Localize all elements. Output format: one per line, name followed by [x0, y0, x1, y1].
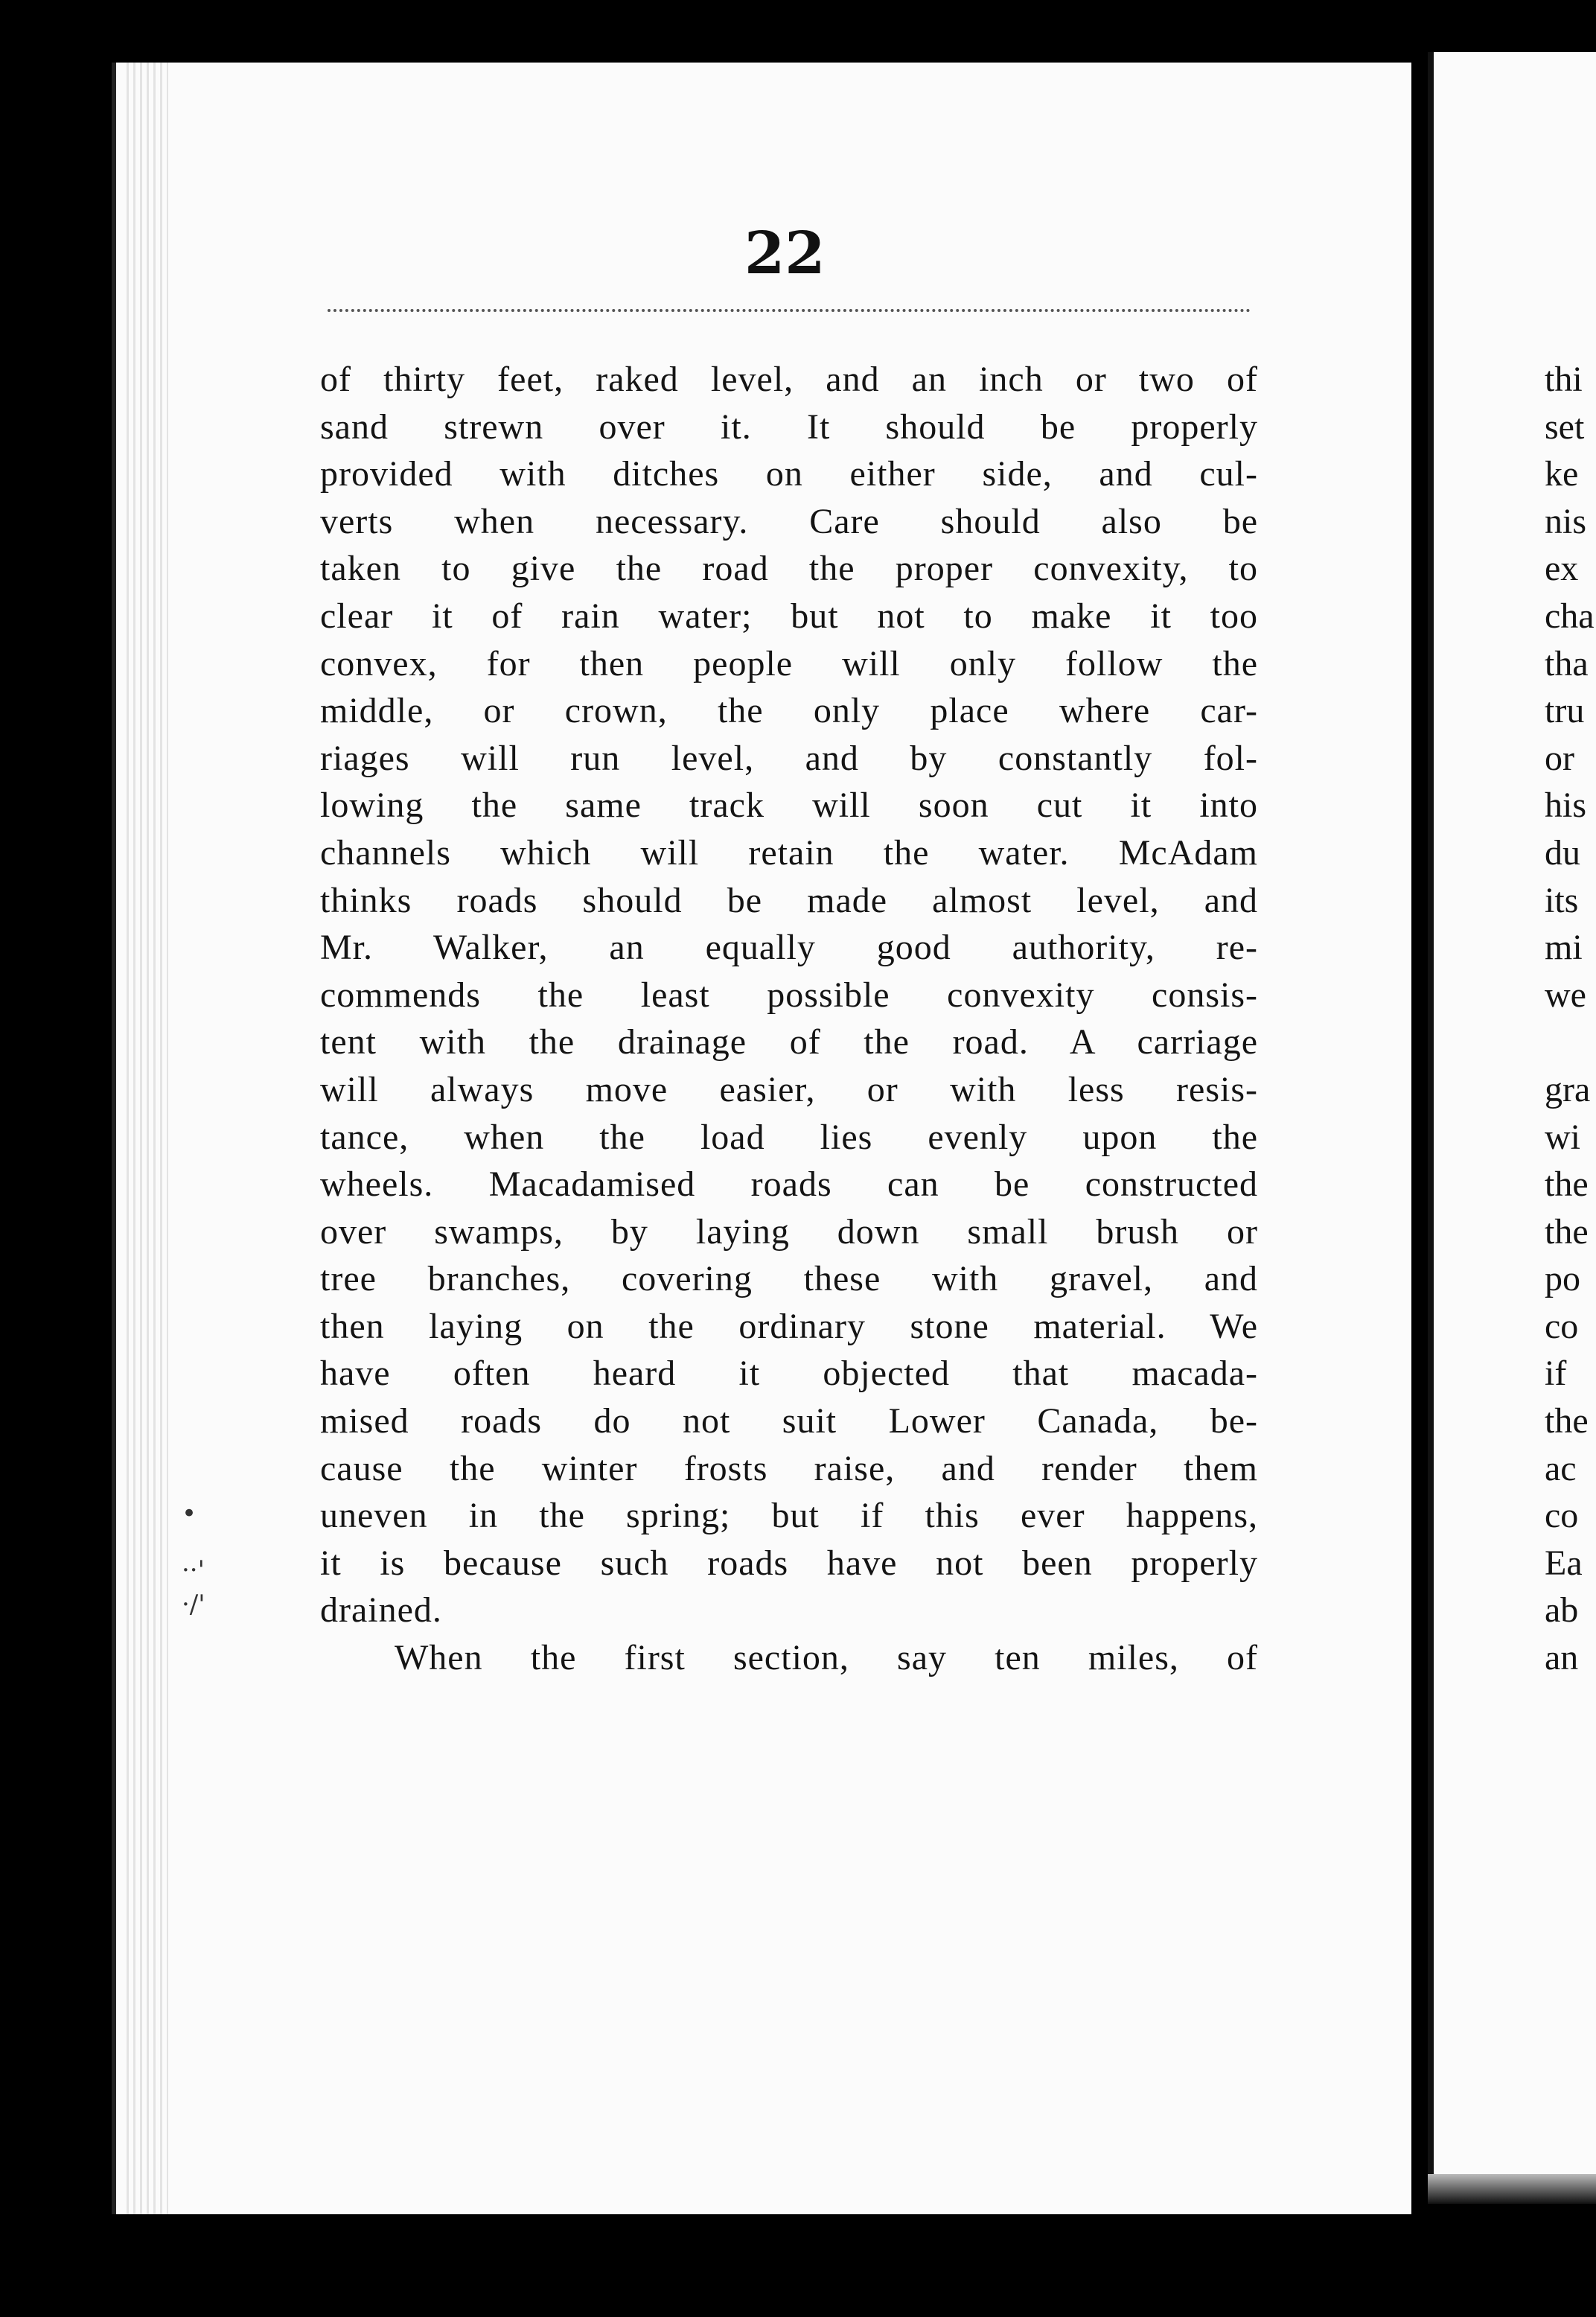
- text-fragment: [1545, 1019, 1596, 1066]
- text-fragment: ke: [1545, 454, 1579, 494]
- text-fragment: wi: [1545, 1117, 1580, 1157]
- text-line: commends the least possible convexity consis-: [320, 975, 1258, 1015]
- text-line: mised roads do not suit Lower Canada, be-: [320, 1401, 1258, 1441]
- text-fragment: cha: [1545, 596, 1595, 636]
- text-line: riages will run level, and by constantly fol-: [320, 738, 1258, 778]
- text-fragment: an: [1545, 1638, 1579, 1678]
- text-fragment: co: [1545, 1306, 1579, 1346]
- text-fragment: if: [1545, 1354, 1567, 1394]
- text-line: channels which will retain the water. McAdam: [320, 832, 1258, 873]
- page-edge-stack: [127, 63, 168, 2214]
- text-line: then laying on the ordinary stone material. We: [320, 1306, 1258, 1346]
- text-fragment: nis: [1545, 501, 1587, 541]
- text-line: clear it of rain water; but not to make it too: [320, 596, 1258, 636]
- text-line: over swamps, by laying down small brush or: [320, 1211, 1258, 1252]
- left-page-body-text: [320, 356, 1258, 1682]
- text-fragment: co: [1545, 1496, 1579, 1536]
- text-fragment: tru: [1545, 691, 1585, 731]
- text-fragment: mi: [1545, 928, 1583, 968]
- right-page-cropped-text: [1545, 356, 1596, 1682]
- text-fragment: the: [1545, 1401, 1589, 1441]
- right-page-bottom-shadow: [1428, 2174, 1596, 2204]
- text-line: drained.: [320, 1590, 442, 1631]
- text-line: tance, when the load lies evenly upon the: [320, 1117, 1258, 1157]
- text-fragment: we: [1545, 975, 1586, 1015]
- text-fragment: ab: [1545, 1590, 1579, 1631]
- text-fragment: po: [1545, 1259, 1580, 1299]
- text-line: cause the winter frosts raise, and render them: [320, 1448, 1258, 1488]
- margin-mark: ··': [182, 1555, 205, 1585]
- margin-mark: ·/': [182, 1590, 205, 1619]
- text-fragment: its: [1545, 880, 1579, 920]
- text-fragment: or: [1545, 738, 1574, 778]
- text-fragment: tha: [1545, 643, 1589, 683]
- text-line: tree branches, covering these with gravel, and: [320, 1259, 1258, 1299]
- header-rule: [328, 309, 1251, 312]
- text-line: taken to give the road the proper convexity, to: [320, 549, 1258, 589]
- text-line: verts when necessary. Care should also be: [320, 501, 1258, 541]
- page-number: 22: [744, 220, 826, 287]
- text-fragment: du: [1545, 832, 1580, 873]
- text-line: of thirty feet, raked level, and an inch or two of: [320, 360, 1258, 399]
- text-fragment: Ea: [1545, 1543, 1583, 1583]
- text-line: sand strewn over it. It should be properly: [320, 407, 1258, 447]
- text-line: will always move easier, or with less resis-: [320, 1069, 1258, 1109]
- text-fragment: gra: [1545, 1069, 1591, 1109]
- text-line: it is because such roads have not been properly: [320, 1543, 1258, 1583]
- text-line: Mr. Walker, an equally good authority, re-: [320, 928, 1258, 968]
- text-fragment: set: [1545, 407, 1585, 447]
- text-fragment: ex: [1545, 549, 1579, 589]
- text-fragment: the: [1545, 1211, 1589, 1252]
- text-line: When the first section, say ten miles, of: [395, 1638, 1258, 1678]
- margin-marks: [182, 1497, 205, 1622]
- text-line: convex, for then people will only follow the: [320, 643, 1258, 683]
- text-line: wheels. Macadamised roads can be constructed: [320, 1164, 1258, 1205]
- text-line: provided with ditches on either side, and cul-: [320, 454, 1258, 494]
- margin-mark: •: [182, 1499, 197, 1529]
- text-fragment: thi: [1545, 360, 1583, 399]
- text-line: middle, or crown, the only place where car-: [320, 691, 1258, 731]
- text-line: lowing the same track will soon cut it into: [320, 785, 1258, 826]
- text-fragment: the: [1545, 1164, 1589, 1205]
- text-line: thinks roads should be made almost level, and: [320, 880, 1258, 920]
- text-line: have often heard it objected that macada-: [320, 1354, 1258, 1394]
- text-line: uneven in the spring; but if this ever happens,: [320, 1496, 1258, 1536]
- text-fragment: his: [1545, 785, 1587, 826]
- text-line: tent with the drainage of the road. A carriage: [320, 1022, 1258, 1062]
- text-fragment: ac: [1545, 1448, 1577, 1488]
